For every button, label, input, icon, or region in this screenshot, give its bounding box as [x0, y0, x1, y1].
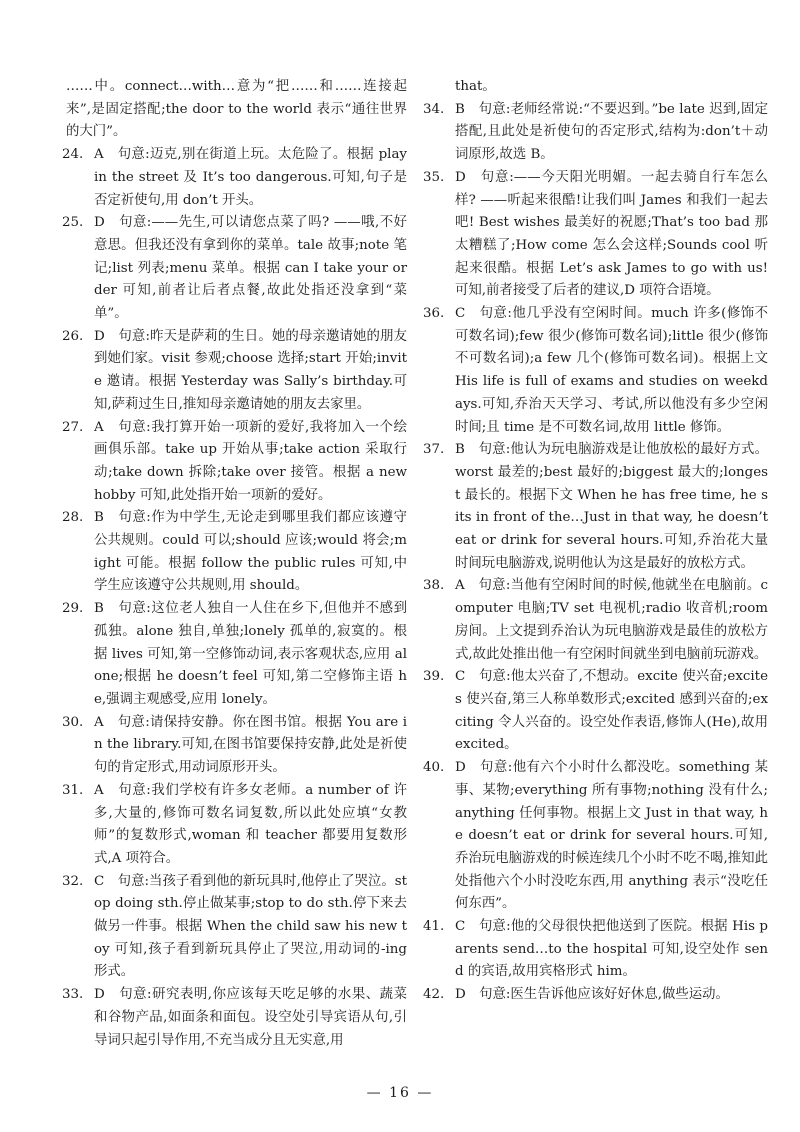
- answer-text: D 句意:研究表明,你应该每天吃足够的水果、蔬菜和谷物产品,如面条和面包。设空处引导宾语从句,引导词只起引导作用,不充当成分且无实意,用: [94, 987, 407, 1048]
- answer-entry: [62, 507, 407, 598]
- left-column: [62, 76, 407, 1052]
- answer-text: C 句意:他的父母很快把他送到了医院。根据 His parents send…to the hospital 可知,设空处作 send 的宾语,故用宾格形式 him。: [455, 919, 768, 980]
- answer-text: B 句意:这位老人独自一人住在乡下,但他并不感到孤独。alone 独自,单独;lonely 孤单的,寂寞的。根据 lives 可知,第一空修饰动词,表示客观状态,应用 alone;根据 he doesn’t feel 可知,第二空修饰主语 he,强调主观感受,应用 lonely。: [94, 601, 407, 707]
- answer-number: 30.: [62, 714, 84, 730]
- right-entries: [423, 99, 768, 1007]
- answer-number: 24.: [62, 147, 84, 163]
- answer-entry: [423, 984, 768, 1007]
- answer-number: 33.: [62, 987, 84, 1003]
- answer-entry: [62, 712, 407, 780]
- answer-text: A 句意:迈克,别在街道上玩。太危险了。根据 play in the street 及 It’s too dangerous.可知,句子是否定祈使句,用 don’t 开头。: [94, 147, 407, 208]
- answer-number: 40.: [423, 760, 445, 776]
- intro-paragraph: ……中。connect…with…意为“把……和……连接起来”,是固定搭配;the door to the world 表示“通往世界的大门”。: [66, 79, 407, 140]
- answer-number: 36.: [423, 306, 445, 322]
- answer-number: 27.: [62, 419, 84, 435]
- answer-number: 29.: [62, 601, 84, 617]
- answer-entry: [62, 144, 407, 212]
- answer-number: 28.: [62, 510, 84, 526]
- answer-entry: [423, 99, 768, 167]
- answer-text: C 句意:当孩子看到他的新玩具时,他停止了哭泣。stop doing sth.停止做某事;stop to do sth.停下来去做另一件事。根据 When the child saw his new toy 可知,孩子看到新玩具停止了哭泣,用动词的-ing 形式。: [94, 873, 407, 980]
- answer-text: D 句意:——今天阳光明媚。一起去骑自行车怎么样? ——听起来很酷!让我们叫 James 和我们一起去吧! Best wishes 最美好的祝愿;That’s too bad 那太糟糕了;How come 怎么会这样;Sounds cool 听起来很酷。根据 Let’s ask James to go with us!可知,前者接受了后者的建议,D 项符合语境。: [455, 169, 768, 299]
- answer-number: 37.: [423, 442, 445, 458]
- answer-number: 38.: [423, 578, 445, 594]
- answer-entry: [423, 303, 768, 439]
- answer-entry: [423, 666, 768, 757]
- answer-number: 41.: [423, 919, 445, 935]
- answer-text: A 句意:请保持安静。你在图书馆。根据 You are in the library.可知,在图书馆要保持安静,此处是祈使句的肯定形式,用动词原形开头。: [94, 714, 407, 776]
- answer-text: B 句意:他认为玩电脑游戏是让他放松的最好方式。worst 最差的;best 最好的;biggest 最大的;longest 最长的。根据下文 When he has free time, he sits in front of the…Just in that way, he doesn’t eat or drink for several hours.可知,乔治花大量时间玩电脑游戏,说明他认为这是最好的放松方式。: [455, 442, 768, 571]
- answer-text: A 句意:当他有空闲时间的时候,他就坐在电脑前。computer 电脑;TV set 电视机;radio 收音机;room 房间。上文提到乔治认为玩电脑游戏是最佳的放松方式,故此处推出他一有空闲时间就坐到电脑前玩游戏。: [455, 578, 768, 662]
- answer-entry: [62, 417, 407, 508]
- answer-text: C 句意:他太兴奋了,不想动。excite 使兴奋;excites 使兴奋,第三人称单数形式;excited 感到兴奋的;exciting 令人兴奋的。设空处作表语,修饰人(He),故用 excited。: [455, 669, 768, 753]
- answer-entry: [423, 439, 768, 575]
- answer-text: D 句意:他有六个小时什么都没吃。something 某事、某物;everything 所有事物;nothing 没有什么;anything 任何事物。根据上文 Just in that way, he doesn’t eat or drink for several hours.可知,乔治玩电脑游戏的时候连续几个小时不吃不喝,推知此处指他六个小时没吃东西,用 anything 表示“没吃任何东西”。: [455, 760, 768, 912]
- answer-number: 35.: [423, 169, 445, 185]
- answer-text: B 句意:老师经常说:“不要迟到。”be late 迟到,固定搭配,且此处是祈使句的否定形式,结构为:don’t＋动词原形,故选 B。: [455, 101, 768, 163]
- answer-entry: [62, 780, 407, 871]
- answer-entry: [62, 871, 407, 985]
- right-column: [423, 76, 768, 1007]
- answer-entry: [62, 326, 407, 417]
- answer-text: D 句意:——先生,可以请您点菜了吗? ——哦,不好意思。但我还没有拿到你的菜单。tale 故事;note 笔记;list 列表;menu 菜单。根据 can I take your order 可知,前者让后者点餐,故此处指还没拿到“菜单”。: [94, 215, 407, 322]
- continuation-paragraph: that。: [455, 79, 496, 94]
- answer-text: B 句意:作为中学生,无论走到哪里我们都应该遵守公共规则。could 可以;should 应该;would 将会;might 可能。根据 follow the public rules 可知,中学生应该遵守公共规则,用 should。: [94, 510, 407, 594]
- answer-text: D 句意:昨天是萨莉的生日。她的母亲邀请她的朋友到她们家。visit 参观;choose 选择;start 开始;invite 邀请。根据 Yesterday was Sally’s birthday.可知,萨莉过生日,推知母亲邀请她的朋友去家里。: [94, 328, 407, 412]
- answer-number: 42.: [423, 987, 445, 1003]
- answer-entry: [62, 212, 407, 326]
- answer-entry: [62, 984, 407, 1052]
- answer-entry: [423, 575, 768, 666]
- answer-entry: [62, 598, 407, 712]
- answer-text: A 句意:我们学校有许多女老师。a number of 许多,大量的,修饰可数名词复数,所以此处应填“女教师”的复数形式,woman 和 teacher 都要用复数形式,A 项符合。: [94, 782, 407, 866]
- answer-number: 32.: [62, 873, 84, 889]
- answer-number: 39.: [423, 669, 445, 685]
- answer-number: 31.: [62, 782, 84, 798]
- page-number: — 16 —: [366, 1085, 434, 1101]
- answer-number: 34.: [423, 101, 445, 117]
- left-entries: [62, 144, 407, 1052]
- answer-text: A 句意:我打算开始一项新的爱好,我将加入一个绘画俱乐部。take up 开始从事;take action 采取行动;take down 拆除;take over 接管。根据 a new hobby 可知,此处指开始一项新的爱好。: [94, 419, 407, 503]
- answer-entry: [423, 916, 768, 984]
- answer-entry: [423, 757, 768, 916]
- answer-text: D 句意:医生告诉他应该好好休息,做些运动。: [455, 987, 729, 1003]
- answer-entry: [423, 167, 768, 303]
- answer-text: C 句意:他几乎没有空闲时间。much 许多(修饰不可数名词);few 很少(修饰可数名词);little 很少(修饰不可数名词);a few 几个(修饰可数名词)。根据上文 His life is full of exams and studies on weekdays.可知,乔治天天学习、考试,所以他没有多少空闲时间;且 time 是不可数名词,故用 little 修饰。: [455, 306, 768, 435]
- answer-number: 26.: [62, 328, 84, 344]
- answer-number: 25.: [62, 215, 84, 231]
